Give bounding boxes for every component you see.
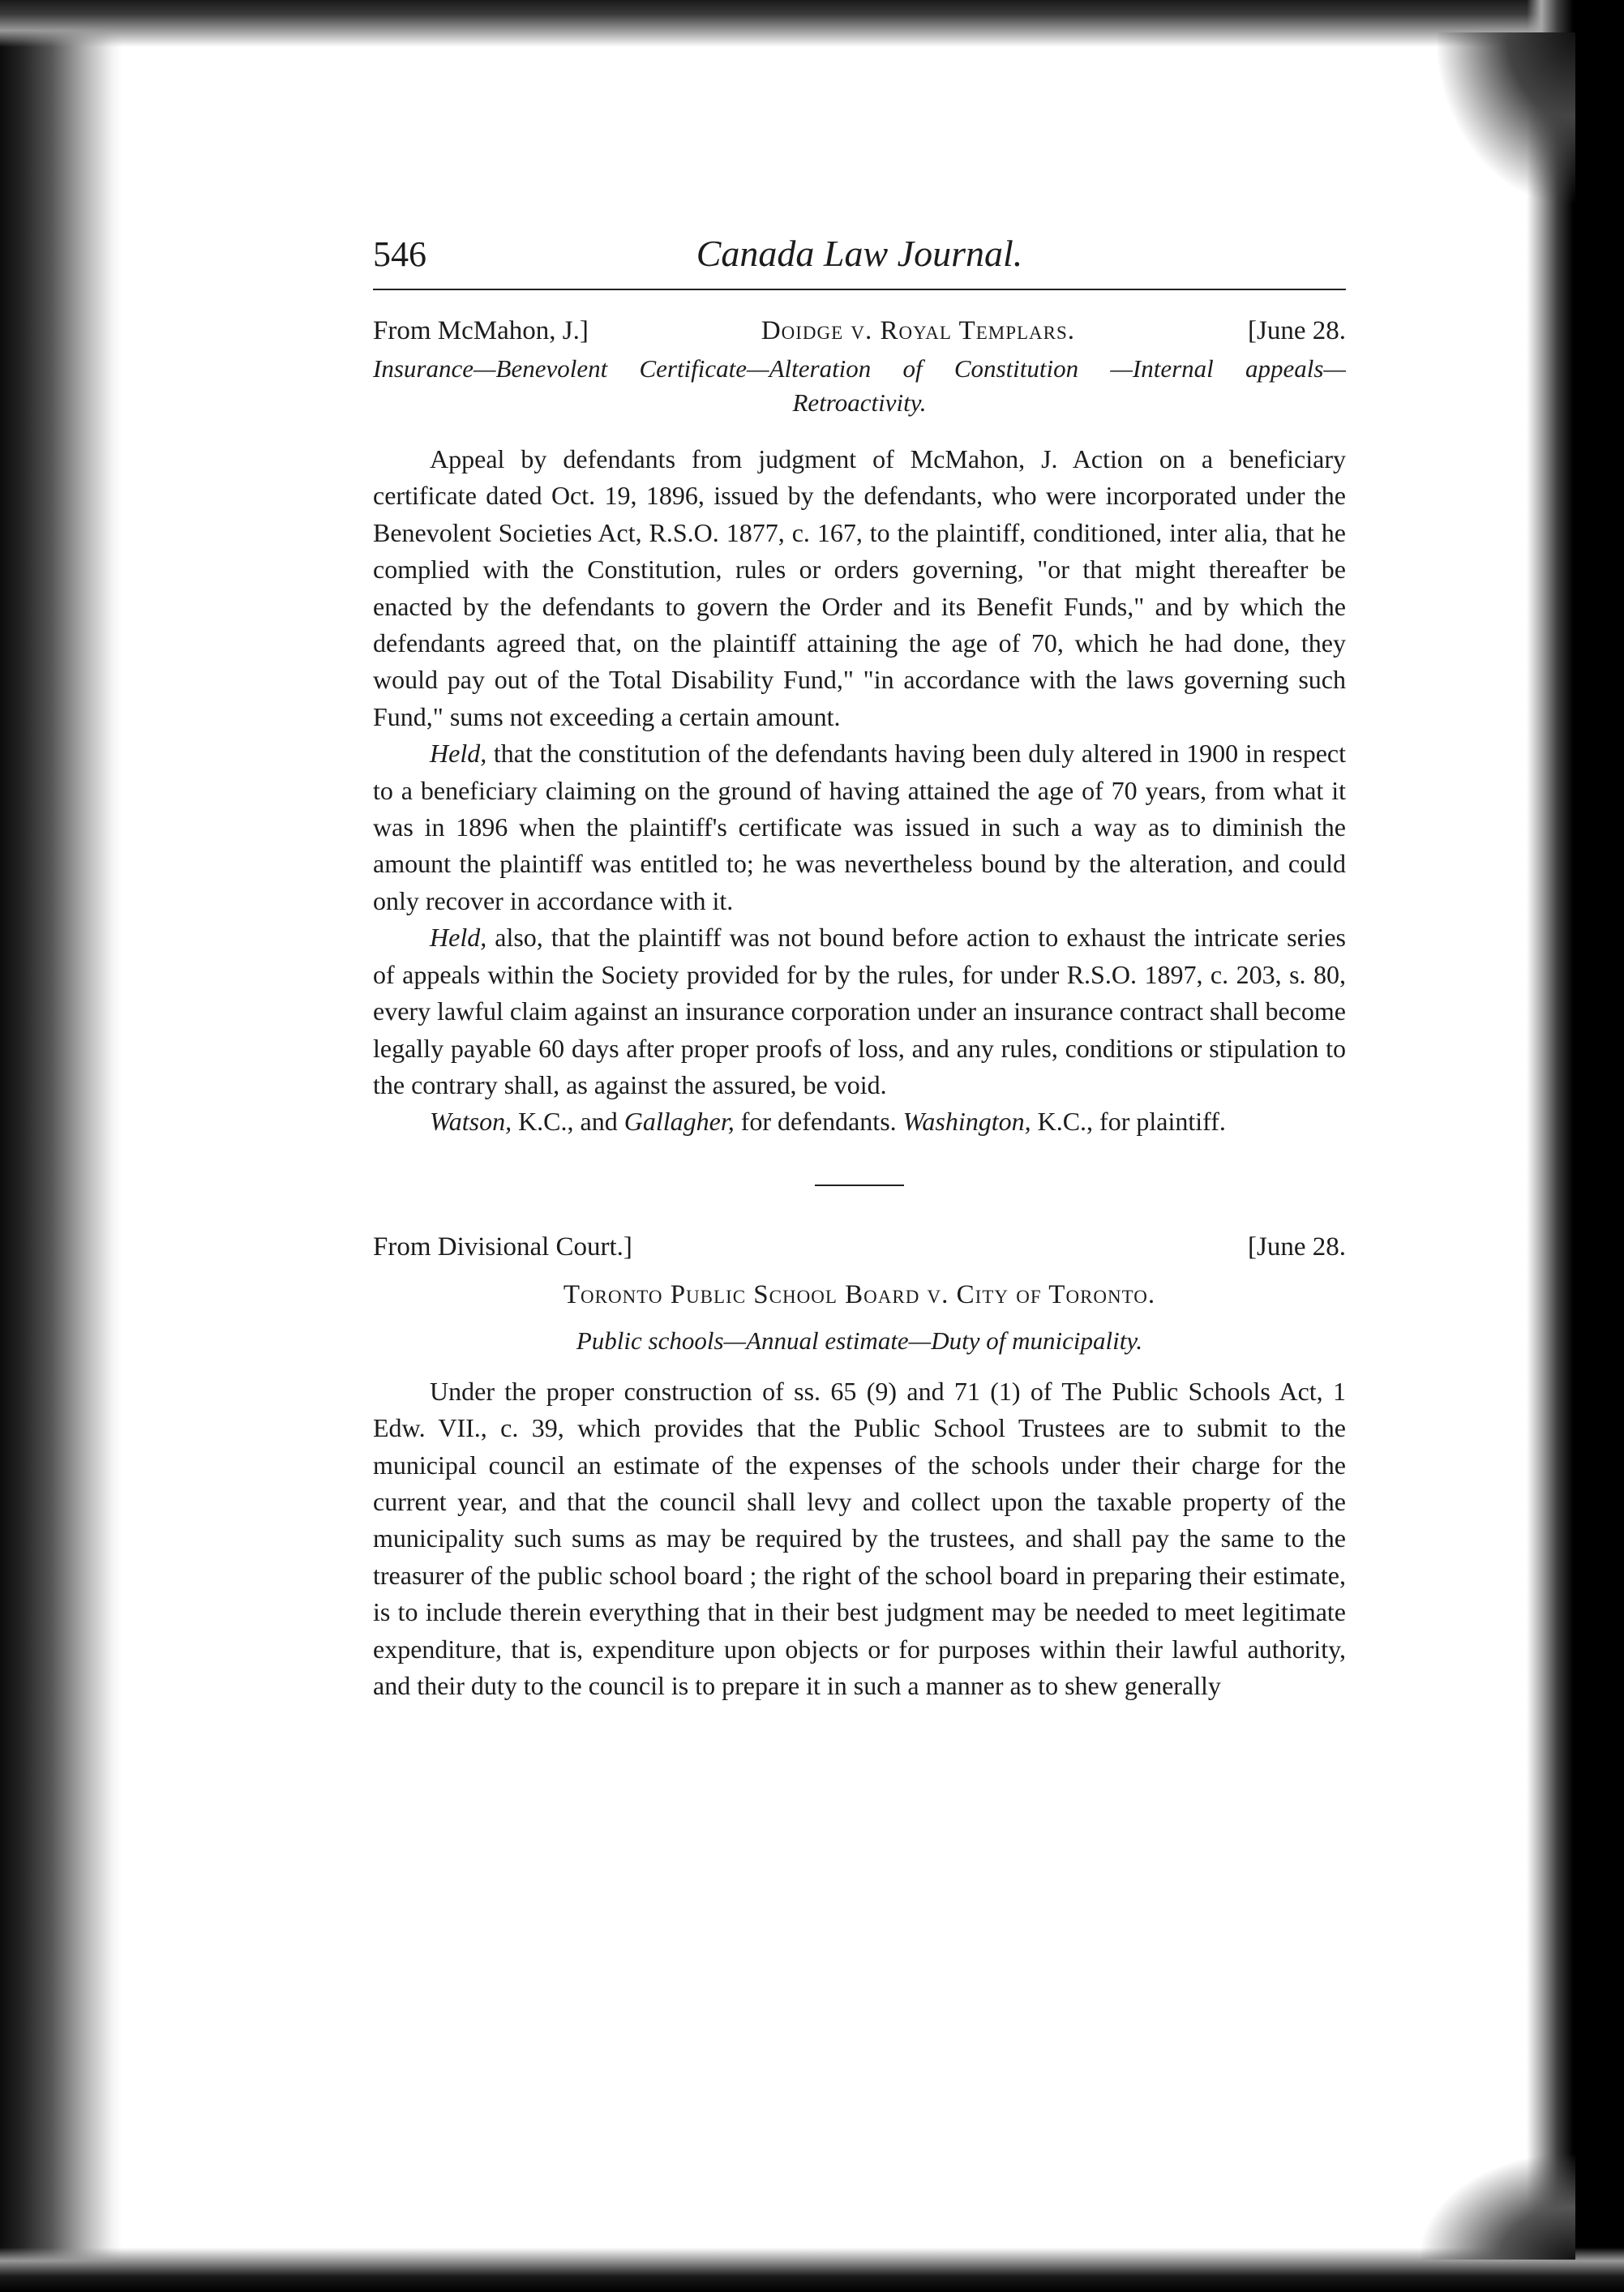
case-court: From Divisional Court.] [373,1232,632,1262]
scan-corner-shadow-top-right [1438,32,1575,203]
case-heading-line [373,313,1346,349]
scan-top-edge [0,0,1624,47]
counsel-name: Watson, [430,1107,512,1137]
counsel-name: Washington, [902,1107,1031,1137]
case-doidge [373,313,1346,1141]
case-title: Toronto Public School Board v. City of Toronto. [563,1279,1156,1309]
counsel-text: K.C., and [512,1107,624,1137]
case-date: [June 28. [1248,316,1346,345]
case-heading-line [373,1229,1346,1265]
held-text: also, that the plaintiff was not bound before action to exhaust the intricate series of appeals within the Society provided for by the rules, for under R.S.O. 1897, c. 203, s. 80, every lawful claim against an insurance corporation under an insurance contract shall become legally payable 60 days after proper proofs of loss, and any rules, conditions or stipulation to the contrary shall, as against the assured, be void. [373,923,1346,1099]
counsel-text: for defendants. [734,1107,903,1137]
held-label: Held, [430,923,487,953]
scan-corner-shadow-bottom-right [1421,2154,1575,2260]
counsel-text: K.C., for plaintiff. [1031,1107,1226,1137]
case-toronto-school-board [373,1229,1346,1705]
case-separator [373,1168,1346,1198]
held-text: that the constitution of the defendants having been duly altered in 1900 in respect to a beneficiary claiming on the ground of having attained the age of 70 years, from what it was in 1896 when the plaintiff's certificate was issued in such a way as to diminish the amount the plaintiff was entitled to; he was nevertheless bound by the alteration, and could only recover in accordance with it. [373,739,1346,915]
journal-title: Canada Law Journal. [696,233,1023,274]
held-label: Held, [430,739,487,769]
case-paragraph-held-1 [373,735,1346,919]
case-paragraph-held-2 [373,919,1346,1103]
case-paragraph-main: Under the proper construction of ss. 65 (9) and 71 (1) of The Public Schools Act, 1 Edw. VII., c. 39, which provides that the Public School Trustees are to submit to the municipal council an estimate of the expenses of the schools under their charge for the current year, and that the council shall levy and collect upon the taxable property of the municipality such sums as may be required by the trustees, and shall pay the same to the treasurer of the public school board ; the right of the school board in preparing their estimate, is to include therein everything that in their best judgment may be needed to meet legitimate expenditure, that is, expenditure upon objects or for purposes within their lawful authority, and their duty to the council is to prepare it in such a manner as to shew generally [373,1376,1346,1700]
separator-rule [815,1185,904,1186]
page-number: 546 [373,234,426,274]
counsel-name: Gallagher, [623,1107,735,1137]
case-title: Doidge v. Royal Templars. [761,316,1076,345]
case-paragraph-appeal: Appeal by defendants from judgment of McMahon, J. Action on a beneficiary certificate dated Oct. 19, 1896, issued by the defendants, who were incorporated under the Benevolent Societies Act, R.S.O. 1877, c. 167, to the plaintiff, conditioned, inter alia, that he complied with the Constitution, rules or orders governing, "or that might thereafter be enacted by the defendants to govern the Order and its Benefit Funds," and by which the defendants agreed that, on the plaintiff attaining the age of 70, which he had done, they would pay out of the Total Disability Fund," "in accordance with the laws governing such Fund," sums not exceeding a certain amount. [373,444,1346,731]
case-date: [June 28. [1248,1232,1346,1262]
scan-bottom-edge [0,2247,1624,2292]
scan-right-edge [1527,0,1624,2292]
page-body [373,219,1346,1704]
case-counsel [373,1103,1346,1140]
header-rule [373,289,1346,290]
scan-left-edge [0,0,122,2292]
running-head [373,219,1346,292]
case-court: From McMahon, J.] [373,316,589,345]
case-subject: Public schools—Annual estimate—Duty of municipality. [576,1326,1143,1355]
case-headnote: Insurance—Benevolent Certificate—Alteration of Constitution —Internal appeals—Retroactivity. [373,354,1346,417]
